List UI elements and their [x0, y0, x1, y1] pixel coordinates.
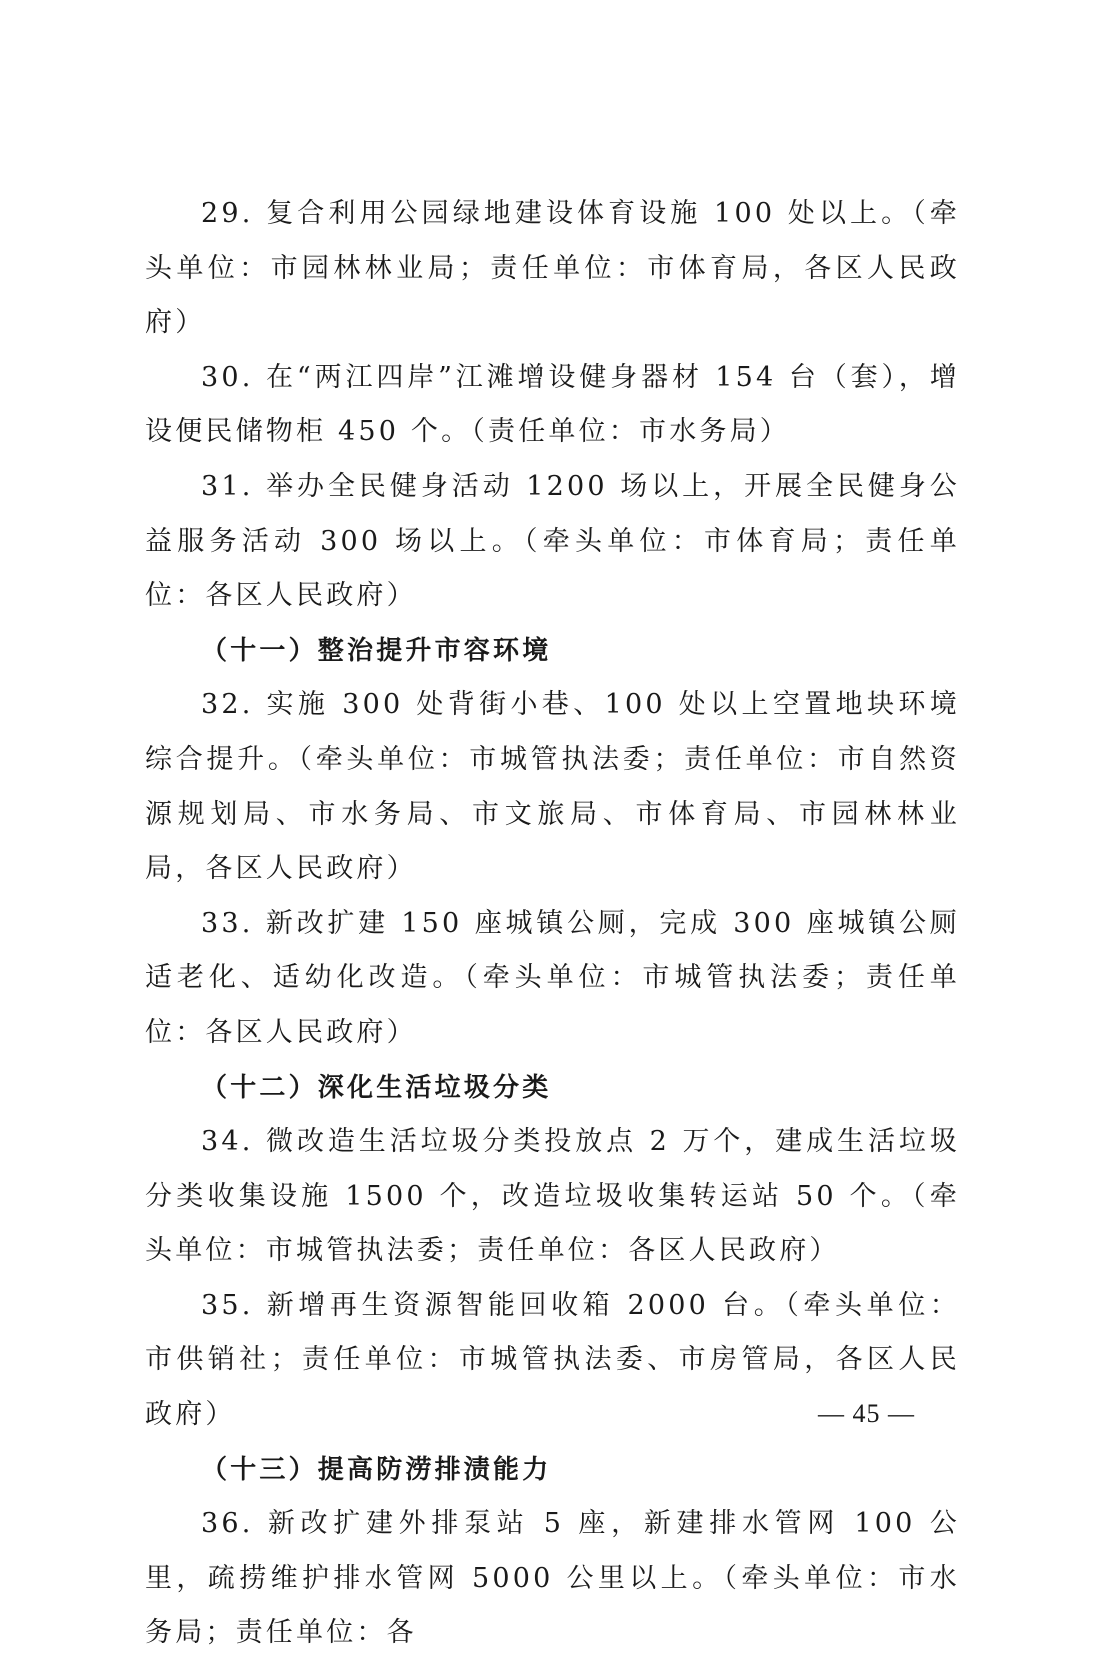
item-36-paragraph: 36. 新改扩建外排泵站 5 座，新建排水管网 100 公里，疏捞维护排水管网 5000 公里以上。（牵头单位：市水务局；责任单位：各	[145, 1508, 960, 1649]
section-12-heading: （十二）深化生活垃圾分类	[201, 1072, 552, 1103]
item-30-paragraph: 30. 在“两江四岸”江滩增设健身器材 154 台（套），增设便民储物柜 450 个。（责任单位：市水务局）	[145, 361, 960, 448]
section-11-heading: （十一）整治提升市容环境	[201, 635, 552, 666]
page-number: — 45 —	[818, 1399, 915, 1428]
document-body	[145, 187, 960, 1661]
section-13-heading: （十三）提高防涝排渍能力	[201, 1454, 552, 1485]
item-34-paragraph: 34. 微改造生活垃圾分类投放点 2 万个，建成生活垃圾分类收集设施 1500 个，改造垃圾收集转运站 50 个。（牵头单位：市城管执法委；责任单位：各区人民政府）	[145, 1126, 960, 1267]
item-35-paragraph: 35. 新增再生资源智能回收箱 2000 台。（牵头单位：市供销社；责任单位：市城管执法委、市房管局，各区人民政府）	[145, 1289, 960, 1431]
item-31-paragraph: 31. 举办全民健身活动 1200 场以上，开展全民健身公益服务活动 300 场以上。（牵头单位：市体育局；责任单位：各区人民政府）	[145, 470, 960, 612]
item-32-paragraph: 32. 实施 300 处背街小巷、100 处以上空置地块环境综合提升。（牵头单位：市城管执法委；责任单位：市自然资源规划局、市水务局、市文旅局、市体育局、市园林林业局，各区人民政府）	[145, 689, 960, 885]
item-33-paragraph: 33. 新改扩建 150 座城镇公厕，完成 300 座城镇公厕适老化、适幼化改造。（牵头单位：市城管执法委；责任单位：各区人民政府）	[145, 907, 960, 1048]
item-29-paragraph: 29. 复合利用公园绿地建设体育设施 100 处以上。（牵头单位：市园林林业局；责任单位：市体育局，各区人民政府）	[145, 198, 960, 339]
